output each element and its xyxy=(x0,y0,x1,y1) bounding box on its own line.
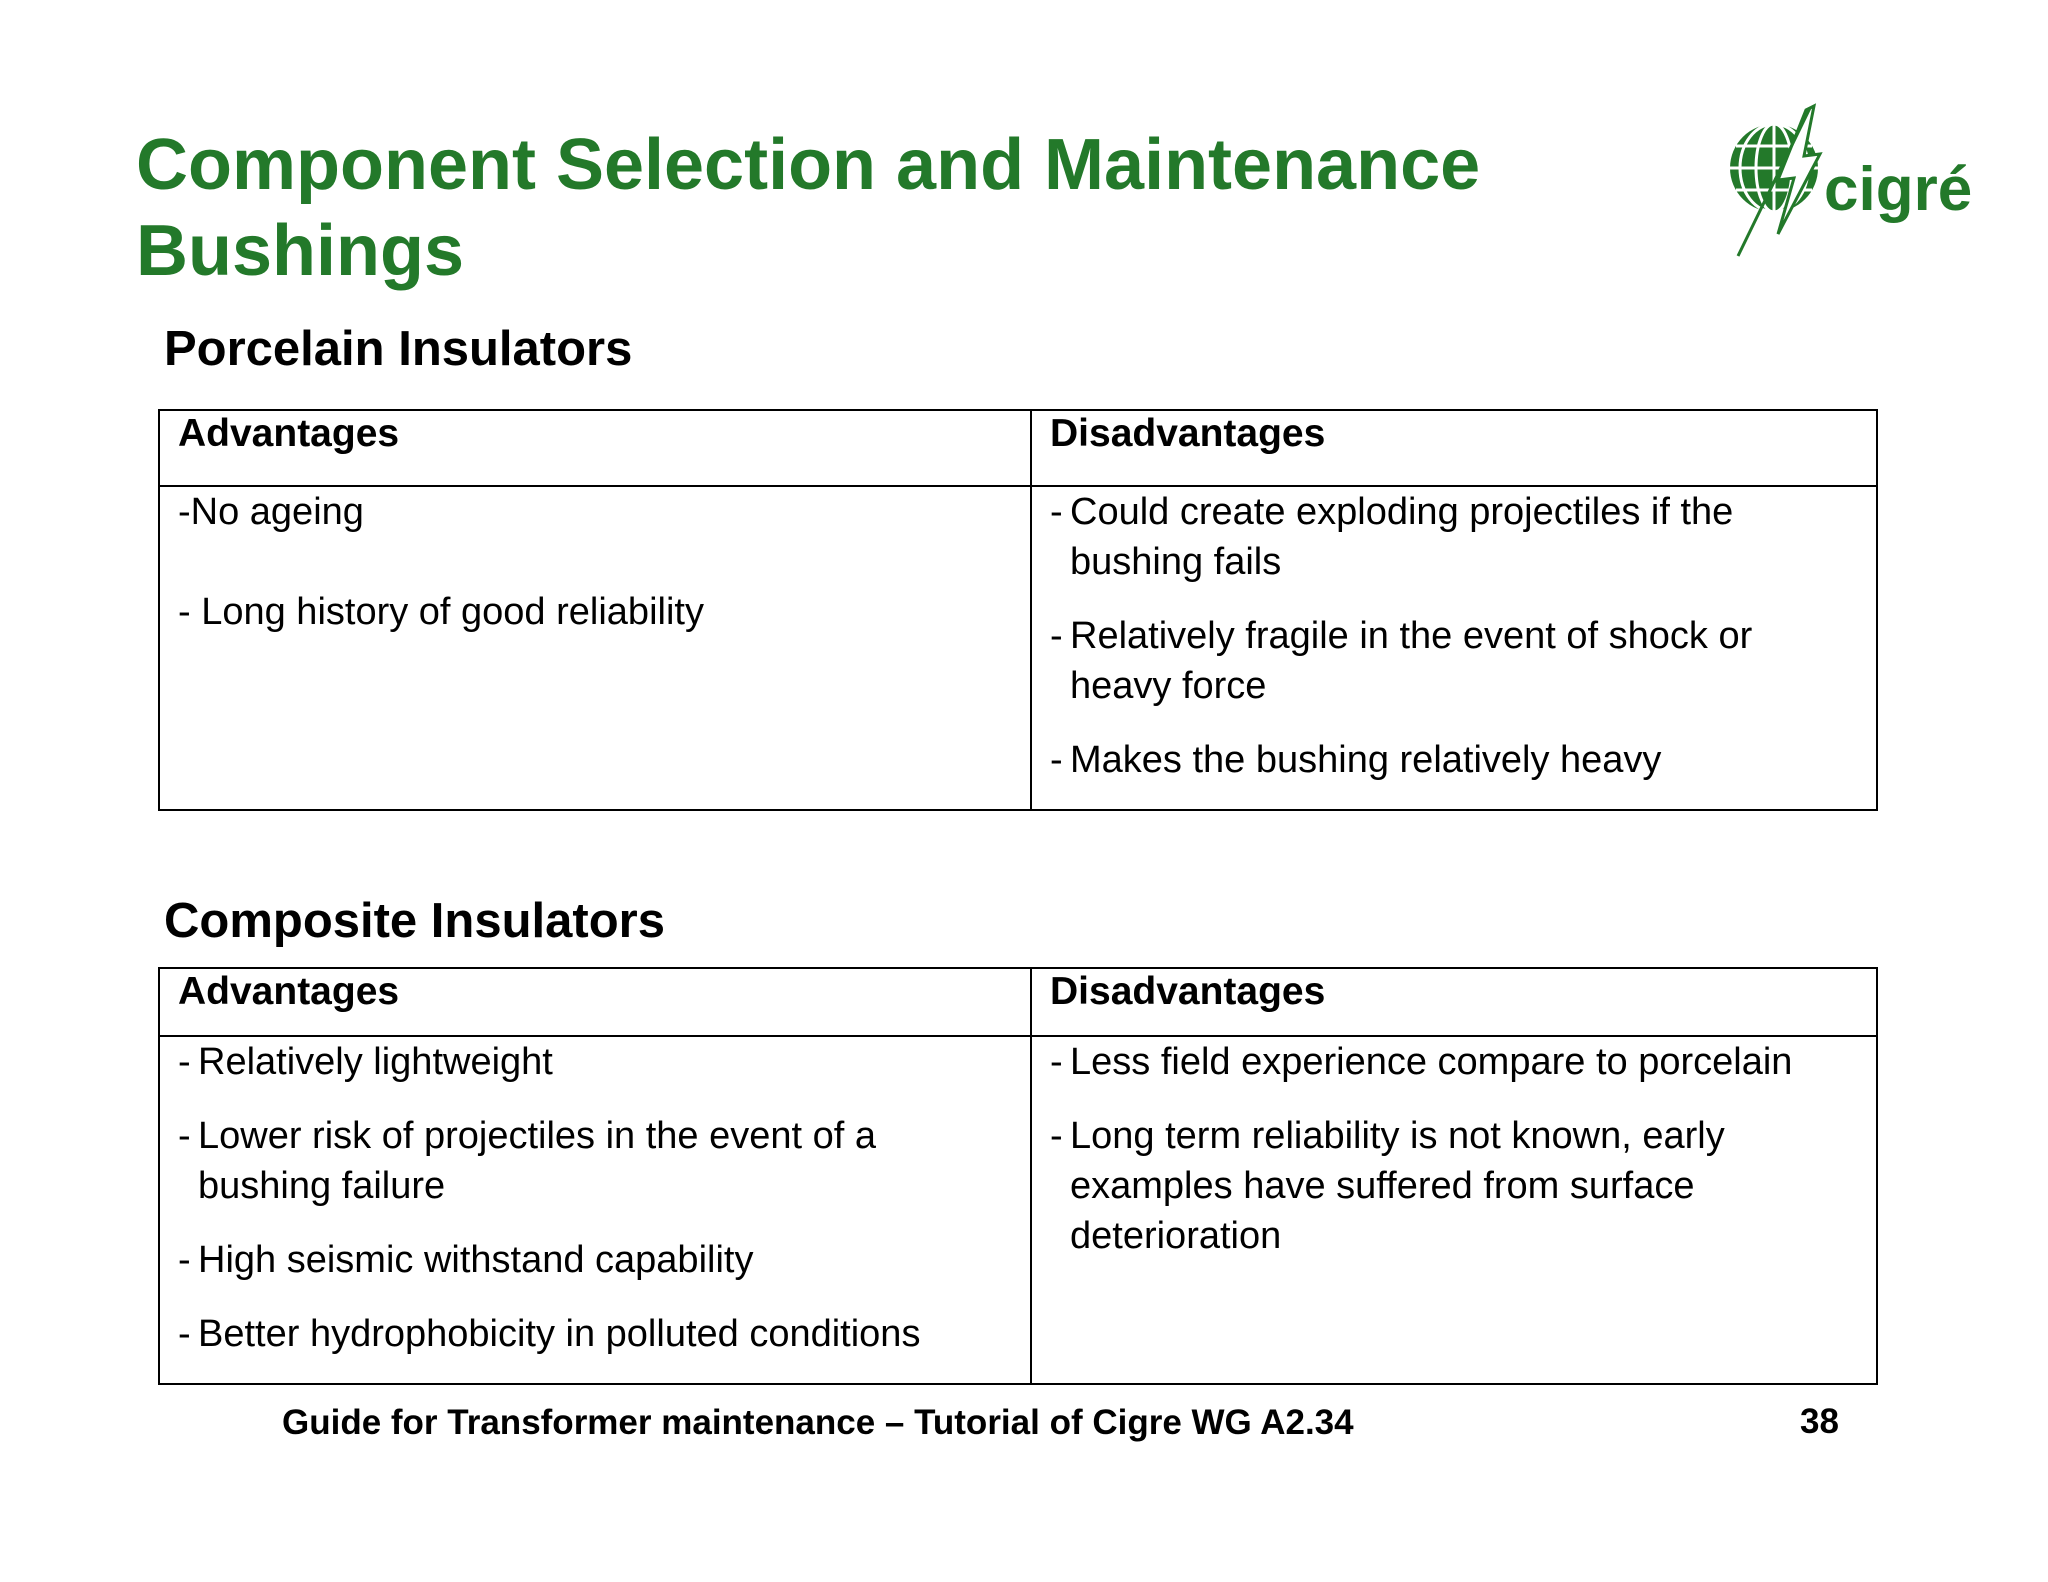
section-heading-porcelain: Porcelain Insulators xyxy=(164,322,633,376)
column-header-disadvantages: Disadvantages xyxy=(1031,410,1877,486)
table-row xyxy=(159,486,1877,810)
table-row xyxy=(159,1036,1877,1384)
advantages-list xyxy=(178,1037,1014,1359)
list-item: - Relatively lightweight xyxy=(178,1037,1014,1087)
list-item: - Could create exploding projectiles if the bushing fails xyxy=(1050,487,1860,587)
advantages-cell xyxy=(159,1036,1031,1384)
globe-lightning-icon xyxy=(1730,106,1820,256)
list-item: - Better hydrophobicity in polluted conditions xyxy=(178,1309,1014,1359)
porcelain-table xyxy=(158,409,1878,811)
table-header-row xyxy=(159,968,1877,1036)
cigre-logo-text: cigré xyxy=(1824,155,1973,224)
list-item: - Makes the bushing relatively heavy xyxy=(1050,735,1860,785)
column-header-disadvantages: Disadvantages xyxy=(1031,968,1877,1036)
list-item: - Lower risk of projectiles in the event of a bushing failure xyxy=(178,1111,1014,1211)
advantages-list xyxy=(178,487,1014,637)
list-item: - Relatively fragile in the event of shock or heavy force xyxy=(1050,611,1860,711)
list-item: - High seismic withstand capability xyxy=(178,1235,1014,1285)
column-header-advantages: Advantages xyxy=(159,968,1031,1036)
list-item: - Long term reliability is not known, early examples have suffered from surface deterioration xyxy=(1050,1111,1860,1261)
list-item: - Long history of good reliability xyxy=(178,591,704,633)
slide-title xyxy=(136,122,1480,294)
cigre-logo xyxy=(1712,100,1973,268)
disadvantages-list xyxy=(1050,1037,1860,1261)
disadvantages-list xyxy=(1050,487,1860,785)
slide-title-line-1: Component Selection and Maintenance xyxy=(136,125,1481,205)
column-header-advantages: Advantages xyxy=(159,410,1031,486)
disadvantages-cell xyxy=(1031,1036,1877,1384)
table-header-row xyxy=(159,410,1877,486)
section-heading-composite: Composite Insulators xyxy=(164,894,665,948)
slide-title-line-2: Bushings xyxy=(136,211,465,291)
footer-text: Guide for Transformer maintenance – Tutorial of Cigre WG A2.34 xyxy=(282,1403,1354,1442)
page-number: 38 xyxy=(1800,1402,1839,1441)
disadvantages-cell xyxy=(1031,486,1877,810)
list-item: - Less field experience compare to porcelain xyxy=(1050,1037,1860,1087)
advantages-cell xyxy=(159,486,1031,810)
composite-table xyxy=(158,967,1878,1385)
list-item: -No ageing xyxy=(178,491,364,533)
